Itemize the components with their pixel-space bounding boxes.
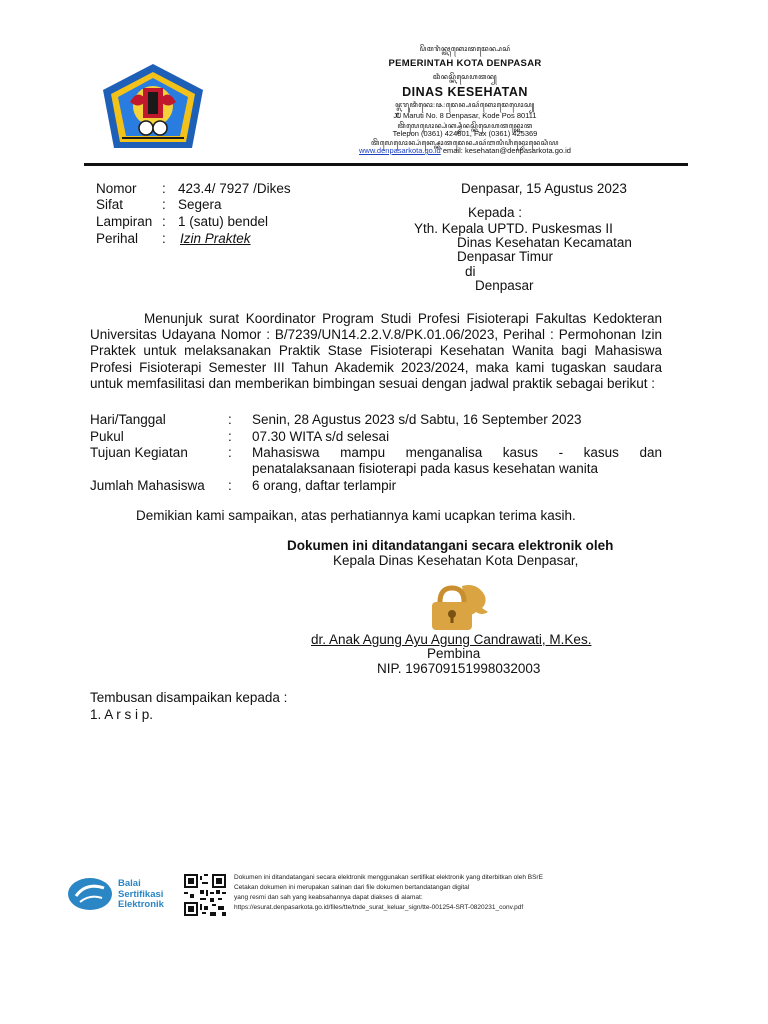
perihal-value: Izin Praktek <box>180 231 251 246</box>
e-signed-note: Dokumen ini ditandatangani secara elektronik oleh <box>287 538 614 553</box>
website-link[interactable]: www.denpasarkota.go.id <box>359 146 441 155</box>
qr-code-icon[interactable] <box>184 874 226 916</box>
detail-value-day: Senin, 28 Agustus 2023 s/d Sabtu, 16 September 2023 <box>252 412 582 427</box>
bsre-logo-icon <box>66 876 116 912</box>
department-name: DINAS KESEHATAN <box>402 85 528 99</box>
body-paragraph: Menunjuk surat Koordinator Program Studi Profesi Fisioterapi Fakultas Kedokteran Universitas Udayana Nomor : B/7239/UN14.2.2.V.8/PK.01.06/2023, Perihal : Permohonan Izin Praktek untuk melaksanakan Praktik Stase Fisioterapi Kesehatan Wanita bagi Mahasiswa Profesi Fisioterapi Semester III Tahun Akademik 2023/2024, maka kami tugaskan saudara untuk memfasilitasi dan memberikan bimbingan sesuai dengan jadwal praktik sebagai berikut : <box>90 311 662 391</box>
sifat-label: Sifat <box>96 197 124 212</box>
header-script-phone: ꦠꦼꦭꦺꦥꦺꦴꦤ꧀ꦥ꦳ꦏ꧀ꦱ꧀ꦏꦺꦴꦠꦢꦺꦤ꧀ꦥꦱꦂꦧꦭꦶꦲꦶꦤ꧀ꦢꦺꦴꦤꦺꦱꦶꦪ <box>371 139 559 147</box>
detail-label-purpose: Tujuan Kegiatan <box>90 445 188 460</box>
email-address: kesehatan@denpasarkota.go.id <box>464 146 571 155</box>
footer-note-3: yang resmi dan sah yang keabsahannya dapat diakses di alamat: <box>234 894 423 901</box>
header-script-mid: ꦢꦶꦤꦱ꧀ꦏꦼꦱꦺꦲꦠꦤ꧀ <box>432 73 498 81</box>
cc-item-archive: 1. A r s i p. <box>90 707 154 722</box>
detail-colon-day: : <box>228 412 232 427</box>
bsre-line-3: Elektronik <box>118 899 164 910</box>
sifat-colon: : <box>162 197 166 212</box>
closing-sentence: Demikian kami sampaikan, atas perhatiannya kami ucapkan terima kasih. <box>136 508 576 523</box>
sifat-value: Segera <box>178 197 222 212</box>
header-address: Jl. Maruti No. 8 Denpasar, Kode Pos 80111 <box>393 111 537 120</box>
footer-note-1: Dokumen ini ditandatangani secara elektronik menggunakan sertifikat elektronik yang diterbitkan oleh BSrE <box>234 874 543 881</box>
header-phone: Telepon (0361) 424801, Fax (0361) 425369 <box>392 129 538 138</box>
header-divider <box>84 163 688 166</box>
recipient-line-1: Yth. Kepala UPTD. Puskesmas II <box>414 221 613 236</box>
footer-url[interactable]: https://esurat.denpasarkota.go.id/files/tte/tnde_surat_keluar_sign/tte-001254-SRT-0820231_conv.pdf <box>234 904 524 911</box>
recipient-line-4: di <box>465 264 476 279</box>
detail-label-time: Pukul <box>90 429 124 444</box>
detail-value-time: 07.30 WITA s/d selesai <box>252 429 390 444</box>
detail-colon-students: : <box>228 478 232 493</box>
signatory-nip: NIP. 196709151998032003 <box>377 661 541 676</box>
header-script-address-2: ꦠꦼꦭꦺꦥꦺꦴꦤ꧀ꦥ꦳ꦏ꧀ꦱ꧀ꦢꦶꦤꦱ꧀ꦏꦼꦱꦺꦲꦠꦤ꧀ꦏꦺꦴꦠ <box>397 122 533 130</box>
recipient-line-2: Dinas Kesehatan Kecamatan <box>457 235 632 250</box>
lampiran-colon: : <box>162 214 166 229</box>
recipient-line-5: Denpasar <box>475 278 534 293</box>
e-signature-lock-icon <box>428 582 500 632</box>
recipient-kepada: Kepada : <box>468 205 523 220</box>
perihal-colon: : <box>162 231 166 246</box>
header-script-top: ꦥꦼꦩꦫꦶꦤ꧀ꦠꦃꦏꦺꦴꦠꦢꦺꦤ꧀ꦥꦱꦂ <box>419 45 511 53</box>
detail-colon-purpose: : <box>228 445 232 460</box>
nomor-label: Nomor <box>96 181 137 196</box>
denpasar-city-logo <box>100 62 206 154</box>
detail-colon-time: : <box>228 429 232 444</box>
date-place: Denpasar, 15 Agustus 2023 <box>461 181 627 196</box>
bsre-label <box>118 879 164 911</box>
lampiran-label: Lampiran <box>96 214 153 229</box>
detail-label-day: Hari/Tanggal <box>90 412 166 427</box>
email-label: email: <box>442 146 463 155</box>
nomor-value: 423.4/ 7927 /Dikes <box>178 181 291 196</box>
lampiran-value: 1 (satu) bendel <box>178 214 269 229</box>
perihal-label: Perihal <box>96 231 139 246</box>
detail-value-purpose: Mahasiswa mampu menganalisa kasus - kasus dan penatalaksanaan fisioterapi pada kasus kesehatan wanita <box>252 445 662 476</box>
bsre-line-1: Balai <box>118 878 141 889</box>
signatory-rank: Pembina <box>427 646 481 661</box>
recipient-line-3: Denpasar Timur <box>457 249 554 264</box>
header-script-address: ꦗ꧀ꦭ꧀ꦩꦫꦸꦠꦶꦤꦺꦴ꧇꧘꧇ꦢꦺꦤ꧀ꦥꦱꦂꦏꦺꦴꦢꦺꦥꦺꦴꦱ꧀ <box>395 101 535 109</box>
nomor-colon: : <box>162 181 166 196</box>
signatory-name: dr. Anak Agung Ayu Agung Candrawati, M.Kes. <box>311 632 592 647</box>
bsre-line-2: Sertifikasi <box>118 888 164 900</box>
detail-label-students: Jumlah Mahasiswa <box>90 478 205 493</box>
signatory-position: Kepala Dinas Kesehatan Kota Denpasar, <box>333 553 579 568</box>
header-contact <box>315 146 615 155</box>
footer-note-2: Cetakan dokumen ini merupakan salinan dari file dokumen bertandatangan digital <box>234 884 470 891</box>
cc-title: Tembusan disampaikan kepada : <box>90 690 288 705</box>
government-name: PEMERINTAH KOTA DENPASAR <box>388 58 542 69</box>
detail-value-students: 6 orang, daftar terlampir <box>252 478 397 493</box>
